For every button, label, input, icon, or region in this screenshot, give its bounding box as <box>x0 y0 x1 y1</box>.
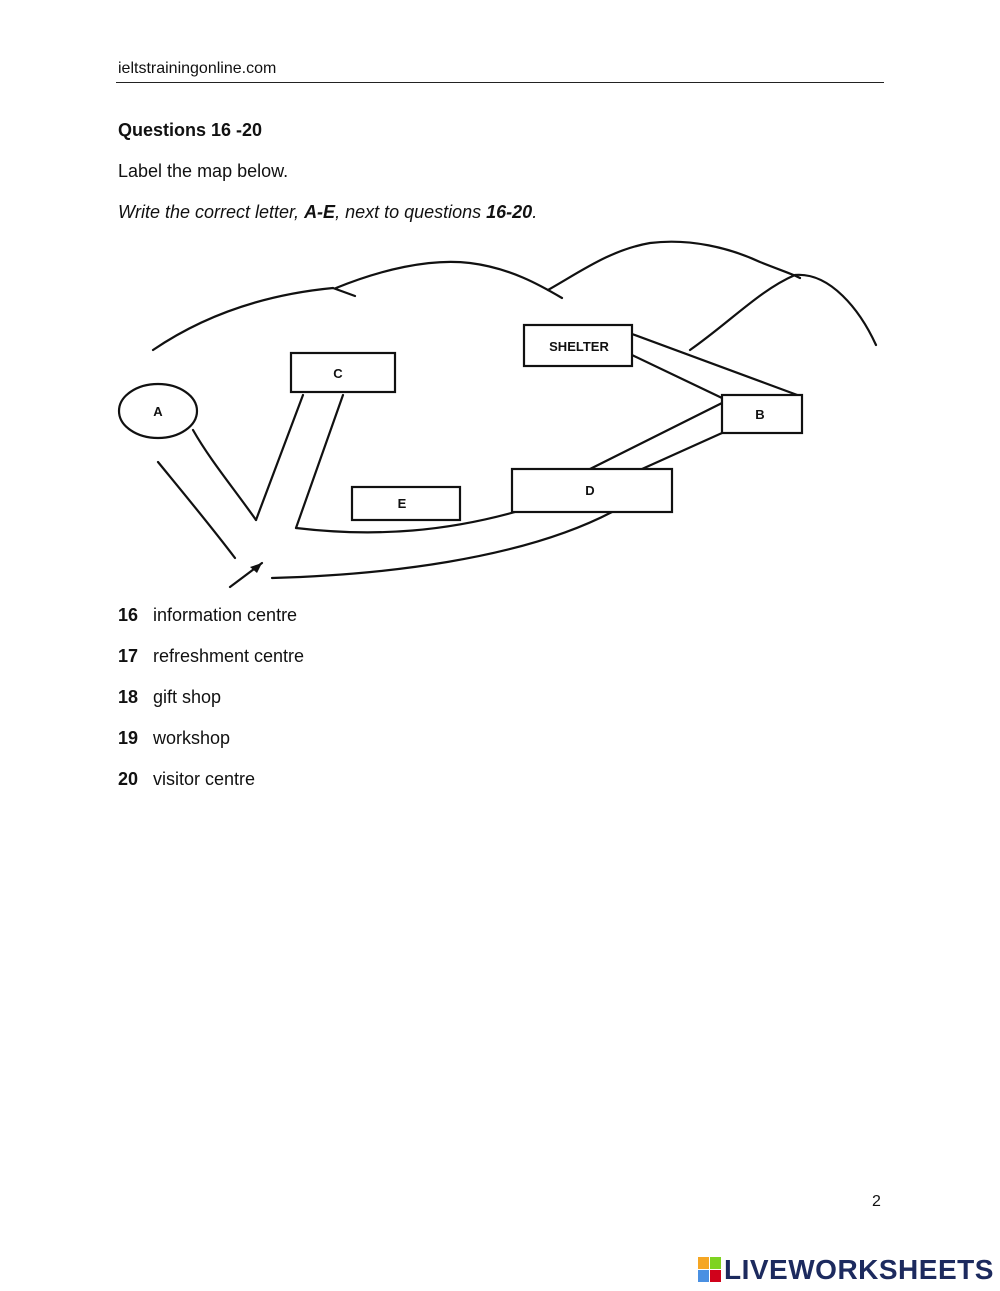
question-item <box>118 605 304 646</box>
liveworksheets-logo-icon <box>698 1257 722 1283</box>
instruction-suffix: . <box>532 202 538 222</box>
question-text: workshop <box>153 728 231 748</box>
page-number: 2 <box>872 1193 881 1210</box>
hill-outline <box>336 262 562 298</box>
instruction-middle: , next to questions <box>335 202 487 222</box>
section-title: Questions 16 -20 <box>118 120 263 140</box>
map-label-shelter: SHELTER <box>549 339 609 354</box>
question-number: 19 <box>118 728 139 748</box>
question-item <box>118 646 304 687</box>
question-number: 16 <box>118 605 139 625</box>
road <box>256 395 303 520</box>
road <box>642 433 722 469</box>
map-label-b: B <box>755 407 765 422</box>
question-text: visitor centre <box>153 769 256 789</box>
hill-outline <box>548 242 800 290</box>
question-number: 20 <box>118 769 139 789</box>
question-list <box>118 605 304 810</box>
brand-name: LIVEWORKSHEETS <box>724 1254 994 1285</box>
map-label-e: E <box>397 496 407 511</box>
hill-outline <box>153 288 355 350</box>
instruction-letters: A-E <box>304 202 336 222</box>
map-diagram <box>0 0 1000 600</box>
brand-logo[interactable] <box>698 1254 994 1286</box>
hill-outline <box>690 275 876 350</box>
instruction: Label the map below. <box>118 161 289 181</box>
question-number: 17 <box>118 646 139 666</box>
question-item <box>118 728 304 769</box>
question-item <box>118 769 304 810</box>
site-url: ieltstrainingonline.com <box>118 60 277 77</box>
question-text: information centre <box>153 605 298 625</box>
map-label-c: C <box>333 366 343 381</box>
question-text: refreshment centre <box>153 646 305 666</box>
instruction-prefix: Write the correct letter, <box>118 202 305 222</box>
map-label-d: D <box>585 483 595 498</box>
question-number: 18 <box>118 687 139 707</box>
question-item <box>118 687 304 728</box>
instruction-range: 16-20 <box>486 202 533 222</box>
road <box>632 334 800 396</box>
road <box>193 430 256 520</box>
question-text: gift shop <box>153 687 222 707</box>
map-box-c <box>291 353 395 392</box>
road <box>590 403 722 469</box>
road <box>272 512 612 578</box>
map-label-a: A <box>153 404 163 419</box>
road <box>296 395 343 528</box>
